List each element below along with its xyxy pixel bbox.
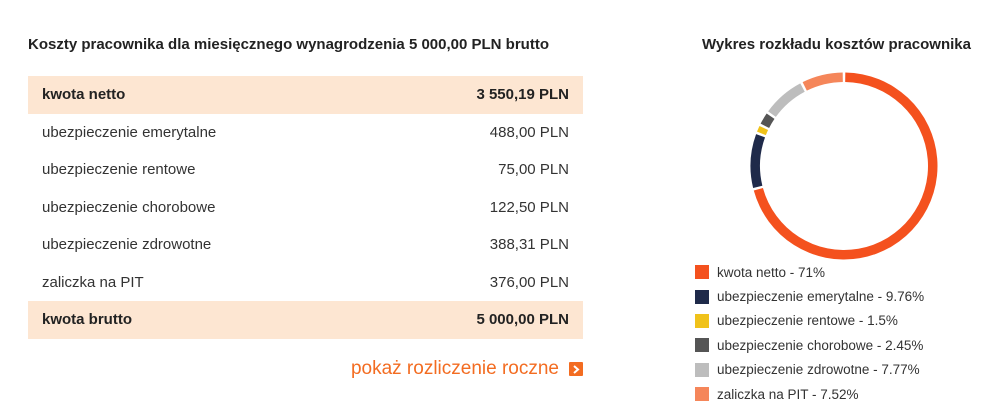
legend-label: zaliczka na PIT - 7.52% [717, 386, 859, 402]
cost-row-value: 75,00 PLN [498, 161, 569, 179]
legend-item [695, 309, 924, 333]
donut-slice [757, 126, 768, 135]
cost-row [28, 189, 583, 227]
cost-row [28, 226, 583, 264]
annual-settlement-label: pokaż rozliczenie roczne [350, 358, 559, 379]
donut-chart [744, 66, 944, 266]
cost-row-label: ubezpieczenie emerytalne [42, 123, 217, 141]
donut-slice [751, 134, 766, 188]
cost-row [28, 301, 583, 339]
cost-row [28, 76, 583, 114]
legend-swatch [695, 314, 709, 328]
donut-slice [803, 73, 843, 91]
chart-legend [695, 260, 924, 406]
legend-swatch [695, 265, 709, 279]
cost-row-label: ubezpieczenie chorobowe [42, 198, 216, 216]
legend-label: ubezpieczenie zdrowotne - 7.77% [717, 362, 920, 378]
cost-row [28, 151, 583, 189]
cost-breakdown-title: Koszty pracownika dla miesięcznego wynagrodzenia 5 000,00 PLN brutto [28, 36, 549, 53]
legend-item [695, 284, 924, 308]
cost-table [28, 76, 583, 339]
cost-row-value: 388,31 PLN [489, 236, 569, 254]
legend-item [695, 333, 924, 357]
legend-swatch [695, 387, 709, 401]
legend-swatch [695, 290, 709, 304]
chevron-right-icon [569, 362, 583, 376]
cost-row-value: 3 550,19 PLN [476, 86, 569, 104]
cost-row-label: ubezpieczenie rentowe [42, 161, 196, 179]
cost-row-value: 376,00 PLN [489, 273, 569, 291]
cost-row-label: zaliczka na PIT [42, 273, 144, 291]
chart-title: Wykres rozkładu kosztów pracownika [702, 36, 971, 53]
legend-label: kwota netto - 71% [717, 264, 826, 280]
legend-swatch [695, 363, 709, 377]
show-annual-settlement-link[interactable] [351, 358, 583, 380]
cost-row-value: 488,00 PLN [489, 123, 569, 141]
cost-row-label: ubezpieczenie zdrowotne [42, 236, 212, 254]
legend-item [695, 260, 924, 284]
cost-row [28, 264, 583, 302]
cost-row-value: 5 000,00 PLN [476, 311, 569, 329]
donut-slice [768, 83, 805, 117]
cost-row [28, 114, 583, 152]
legend-swatch [695, 338, 709, 352]
cost-row-label: kwota brutto [42, 311, 132, 329]
donut-slice [761, 114, 775, 128]
legend-label: ubezpieczenie emerytalne - 9.76% [717, 289, 925, 305]
legend-label: ubezpieczenie rentowe - 1.5% [717, 313, 898, 329]
legend-item [695, 382, 924, 406]
cost-row-label: kwota netto [42, 86, 126, 104]
legend-item [695, 358, 924, 382]
cost-row-value: 122,50 PLN [489, 198, 569, 216]
legend-label: ubezpieczenie chorobowe - 2.45% [717, 337, 924, 353]
